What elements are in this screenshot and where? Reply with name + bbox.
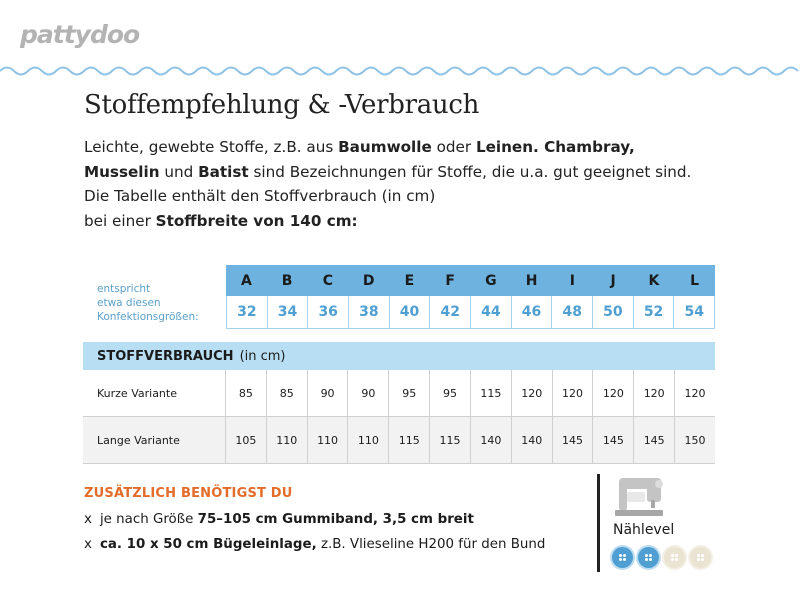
table-cell: 95 (430, 370, 471, 416)
table-cell: 110 (308, 417, 349, 463)
size-letter: D (362, 272, 375, 289)
table-cell: 140 (471, 417, 512, 463)
table-cell: 140 (512, 417, 553, 463)
table-cell: 115 (389, 417, 430, 463)
extra-item-2: x ca. 10 x 50 cm Bügeleinlage, z.B. Vlieseline H200 für den Bund (84, 537, 546, 552)
size-number: 50 (593, 296, 634, 328)
intro-text (84, 135, 724, 233)
page-title: Stoffempfehlung & -Verbrauch (84, 90, 480, 120)
size-table (83, 265, 715, 329)
size-letter: K (648, 272, 660, 289)
level-label: Nählevel (613, 522, 675, 538)
table-cell: 110 (348, 417, 389, 463)
table-cell: 95 (389, 370, 430, 416)
table-cell: 120 (512, 370, 553, 416)
level-indicator (612, 547, 711, 568)
size-letter: L (690, 272, 700, 289)
fabric-usage-header: STOFFVERBRAUCH (in cm) (83, 342, 715, 370)
level-button-icon (664, 547, 685, 568)
size-letters-row (226, 265, 715, 296)
size-letter: F (445, 272, 455, 289)
size-number: 36 (308, 296, 349, 328)
level-button-icon (690, 547, 711, 568)
extra-section-title: ZUSÄTZLICH BENÖTIGST DU (84, 486, 293, 501)
table-cell: 110 (267, 417, 308, 463)
size-letter: J (610, 272, 616, 289)
brand-logo: pattydoo (20, 20, 140, 49)
size-grid (226, 265, 715, 329)
table-cell: 90 (348, 370, 389, 416)
size-letter: H (525, 272, 538, 289)
wave-divider (0, 64, 800, 78)
fabric-usage-rows (83, 370, 715, 464)
fabric-usage-table (83, 342, 715, 464)
size-number: 48 (552, 296, 593, 328)
table-cell: 150 (684, 433, 706, 447)
intro-paragraph-3: bei einer Stoffbreite von 140 cm: (84, 211, 358, 230)
table-cell: 115 (471, 370, 512, 416)
level-button-icon (612, 547, 633, 568)
size-label: entspricht etwa diesen Konfektionsgrößen: (97, 283, 199, 323)
table-cell: 105 (226, 417, 267, 463)
size-number: 40 (390, 296, 431, 328)
row-label: Lange Variante (83, 417, 226, 463)
table-cell: 85 (267, 370, 308, 416)
divider-line (597, 474, 600, 572)
extra-item-1: x je nach Größe 75–105 cm Gummiband, 3,5 cm breit (84, 512, 474, 527)
size-letter: G (485, 272, 497, 289)
size-number: 34 (268, 296, 309, 328)
intro-paragraph-2: Die Tabelle enthält den Stoffverbrauch (in cm) (84, 187, 436, 205)
table-cell: 145 (593, 417, 634, 463)
size-number: 52 (634, 296, 675, 328)
size-letter: I (569, 272, 575, 289)
table-cell: 145 (553, 417, 594, 463)
table-row (83, 370, 715, 417)
size-number: 42 (430, 296, 471, 328)
size-numbers-row (226, 296, 715, 329)
size-letter: C (322, 272, 334, 289)
table-cell: 90 (308, 370, 349, 416)
size-letter: A (240, 272, 252, 289)
size-letter: B (281, 272, 293, 289)
level-button-icon (638, 547, 659, 568)
intro-paragraph-1: Leichte, gewebte Stoffe, z.B. aus Baumwolle oder Leinen. Chambray, Musselin und Batist sind Bezeichnungen für Stoffe, die u.a. gut geeignet sind. (84, 138, 692, 181)
size-number: 38 (349, 296, 390, 328)
table-cell: 120 (684, 386, 706, 400)
table-cell: 115 (430, 417, 471, 463)
row-label: Kurze Variante (83, 370, 226, 416)
size-number: 54 (684, 304, 704, 320)
table-row (83, 417, 715, 464)
size-number: 44 (471, 296, 512, 328)
size-number: 32 (227, 296, 268, 328)
table-cell: 120 (553, 370, 594, 416)
table-cell: 120 (634, 370, 675, 416)
size-number: 46 (512, 296, 553, 328)
table-cell: 145 (634, 417, 675, 463)
table-cell: 85 (226, 370, 267, 416)
size-letter: E (404, 272, 415, 289)
sewing-machine-icon (613, 474, 665, 518)
table-cell: 120 (593, 370, 634, 416)
